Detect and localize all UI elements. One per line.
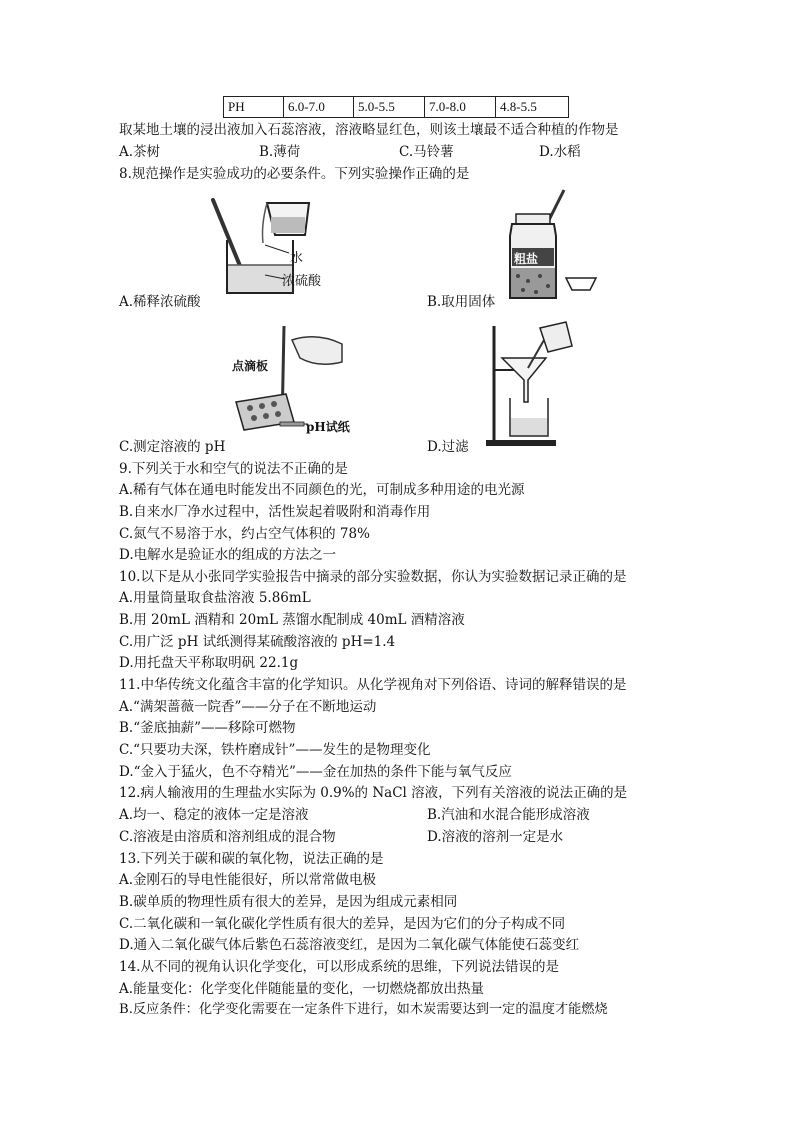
q12-option-a: A.均一、稳定的液体一定是溶液 bbox=[119, 807, 309, 823]
q8-option-b: B.取用固体 bbox=[427, 294, 496, 310]
q7-stem: 取某地土壤的浸出液加入石蕊溶液，溶液略显红色，则该土壤最不适合种植的作物是 bbox=[119, 122, 619, 138]
q8-option-c: C.测定溶液的 pH bbox=[119, 439, 226, 455]
q11-option-c: C.“只要功夫深，铁杵磨成针”——发生的是物理变化 bbox=[119, 742, 431, 758]
ph-table-row bbox=[224, 97, 569, 118]
ph-table-cell: 4.8-5.5 bbox=[496, 97, 569, 118]
q13-option-c: C.二氧化碳和一氧化碳化学性质有很大的差异，是因为它们的分子构成不同 bbox=[119, 916, 566, 932]
q12-option-c: C.溶液是由溶质和溶剂组成的混合物 bbox=[119, 829, 336, 845]
q7-option-a: A.茶树 bbox=[119, 144, 161, 160]
q8-option-d: D.过滤 bbox=[427, 439, 469, 455]
figure-measure-ph bbox=[222, 322, 352, 432]
q9-option-d: D.电解水是验证水的组成的方法之一 bbox=[119, 547, 337, 563]
q12-option-b: B.汽油和水混合能形成溶液 bbox=[427, 807, 590, 823]
fig-b-salt-label: 粗盐 bbox=[514, 252, 539, 266]
fig-a-acid-label: 浓硫酸 bbox=[282, 274, 322, 289]
q9-stem: 9.下列关于水和空气的说法不正确的是 bbox=[119, 461, 348, 477]
q10-option-c: C.用广泛 pH 试纸测得某硫酸溶液的 pH=1.4 bbox=[119, 634, 396, 650]
q14-option-a: A.能量变化：化学变化伴随能量的变化，一切燃烧都放出热量 bbox=[119, 981, 485, 997]
ph-table-cell: 6.0-7.0 bbox=[284, 97, 354, 118]
q12-stem: 12.病人输液用的生理盐水实际为 0.9%的 NaCl 溶液，下列有关溶液的说法正确的是 bbox=[119, 785, 628, 801]
fig-a-water-label: 水 bbox=[290, 251, 304, 266]
q13-option-b: B.碳单质的物理性质有很大的差异，是因为组成元素相同 bbox=[119, 894, 458, 910]
q10-option-b: B.用 20mL 酒精和 20mL 蒸馏水配制成 40mL 酒精溶液 bbox=[119, 612, 465, 628]
q7-option-c: C.马铃薯 bbox=[399, 144, 454, 160]
q14-option-b: B.反应条件：化学变化需要在一定条件下进行，如木炭需要达到一定的温度才能燃烧 bbox=[119, 1002, 608, 1017]
q8-option-a: A.稀释浓硫酸 bbox=[119, 294, 201, 310]
q10-option-a: A.用量筒量取食盐溶液 5.86mL bbox=[119, 590, 311, 606]
q7-option-b: B.薄荷 bbox=[259, 144, 301, 160]
fig-c-paper-label: pH试纸 bbox=[306, 420, 350, 434]
q9-option-c: C.氮气不易溶于水，约占空气体积的 78% bbox=[119, 526, 370, 542]
q14-stem: 14.从不同的视角认识化学变化，可以形成系统的思维，下列说法错误的是 bbox=[119, 959, 559, 975]
fig-c-plate-label: 点滴板 bbox=[232, 359, 269, 373]
ph-table-cell: PH bbox=[224, 97, 284, 118]
figure-take-solid bbox=[498, 186, 618, 301]
ph-table-cell: 5.0-5.5 bbox=[354, 97, 425, 118]
q11-stem: 11.中华传统文化蕴含丰富的化学知识。从化学视角对下列俗语、诗词的解释错误的是 bbox=[119, 677, 627, 693]
q9-option-b: B.自来水厂净水过程中，活性炭起着吸附和消毒作用 bbox=[119, 504, 431, 520]
q12-option-d: D.溶液的溶剂一定是水 bbox=[427, 829, 564, 845]
q8-stem: 8.规范操作是实验成功的必要条件。下列实验操作正确的是 bbox=[119, 166, 470, 182]
q11-option-b: B.“釜底抽薪”——移除可燃物 bbox=[119, 720, 296, 736]
q10-stem: 10.以下是从小张同学实验报告中摘录的部分实验数据，你认为实验数据记录正确的是 bbox=[119, 569, 627, 585]
q11-option-a: A.“满架蔷薇一院香”——分子在不断地运动 bbox=[119, 699, 377, 715]
q13-option-a: A.金刚石的导电性能很好，所以常常做电极 bbox=[119, 872, 377, 888]
q11-option-d: D.“金入于猛火，色不夺精光”——金在加热的条件下能与氧气反应 bbox=[119, 764, 512, 780]
q10-option-d: D.用托盘天平称取明矾 22.1g bbox=[119, 655, 299, 671]
q7-option-d: D.水稻 bbox=[539, 144, 581, 160]
figure-dilute-acid bbox=[205, 195, 345, 300]
q13-option-d: D.通入二氧化碳气体后紫色石蕊溶液变红，是因为二氧化碳气体能使石蕊变红 bbox=[119, 937, 580, 953]
ph-table-cell: 7.0-8.0 bbox=[425, 97, 496, 118]
q13-stem: 13.下列关于碳和碳的氧化物，说法正确的是 bbox=[119, 851, 384, 867]
q9-option-a: A.稀有气体在通电时能发出不同颜色的光，可制成多种用途的电光源 bbox=[119, 482, 525, 498]
figure-filtration bbox=[484, 318, 584, 448]
ph-table bbox=[223, 96, 569, 118]
